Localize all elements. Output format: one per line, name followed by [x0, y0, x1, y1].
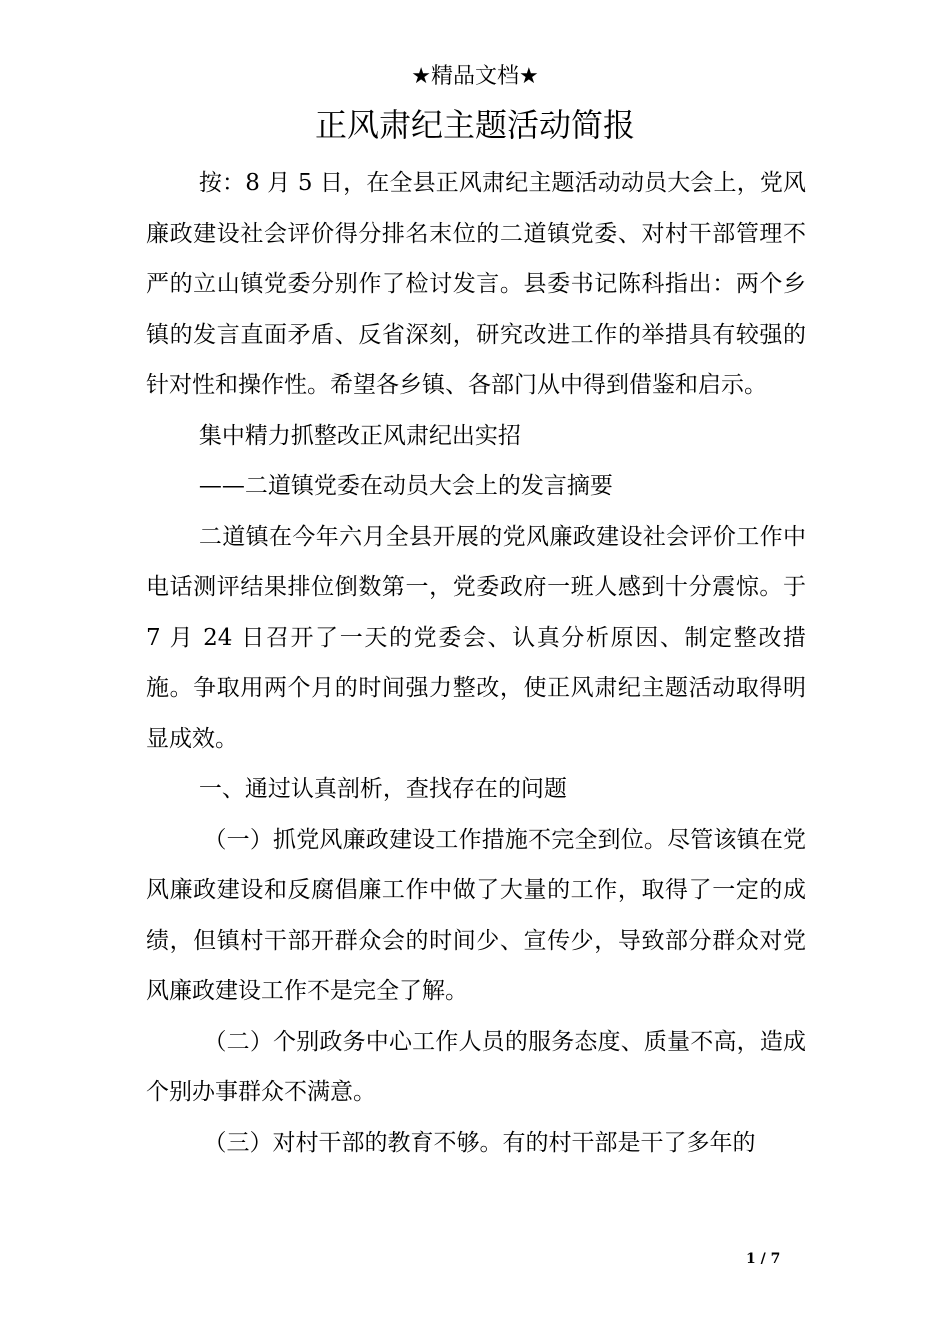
document-body — [146, 158, 806, 1168]
document-title: 正风肃纪主题活动简报 — [314, 106, 635, 144]
list-item: （一）抓党风廉政建设工作措施不完全到位。尽管该镇在党风廉政建设和反腐倡廉工作中做了大量的工作，取得了一定的成绩，但镇村干部开群众会的时间少、宣传少，导致部分群众对党风廉政建设工作不是完全了解。 — [146, 826, 806, 1004]
body-paragraph: 二道镇在今年六月全县开展的党风廉政建设社会评价工作中电话测评结果排位倒数第一，党委政府一班人感到十分震惊。于 7 月 24 日召开了一天的党委会、认真分析原因、制定整改措施。争取用两个月的时间强力整改，使正风肃纪主题活动取得明显成效。 — [146, 523, 806, 752]
subheading-source: ——二道镇党委在动员大会上的发言摘要 — [198, 473, 613, 499]
subheading: 集中精力抓整改正风肃纪出实招 — [198, 422, 521, 449]
page-number: 1 / 7 — [746, 1251, 781, 1267]
section-heading: 一、通过认真剖析，查找存在的问题 — [198, 776, 567, 802]
list-item: （二）个别政务中心工作人员的服务态度、质量不高，造成个别办事群众不满意。 — [146, 1028, 806, 1105]
intro-paragraph: 按：8 月 5 日，在全县正风肃纪主题活动动员大会上，党风廉政建设社会评价得分排名末位的二道镇党委、对村干部管理不严的立山镇党委分别作了检讨发言。县委书记陈科指出：两个乡镇的发言直面矛盾、反省深刻，研究改进工作的举措具有较强的针对性和操作性。希望各乡镇、各部门从中得到借鉴和启示。 — [146, 170, 806, 398]
list-item: （三）对村干部的教育不够。有的村干部是干了多年的 — [203, 1129, 756, 1156]
header-mark: ★精品文档★ — [411, 64, 539, 89]
